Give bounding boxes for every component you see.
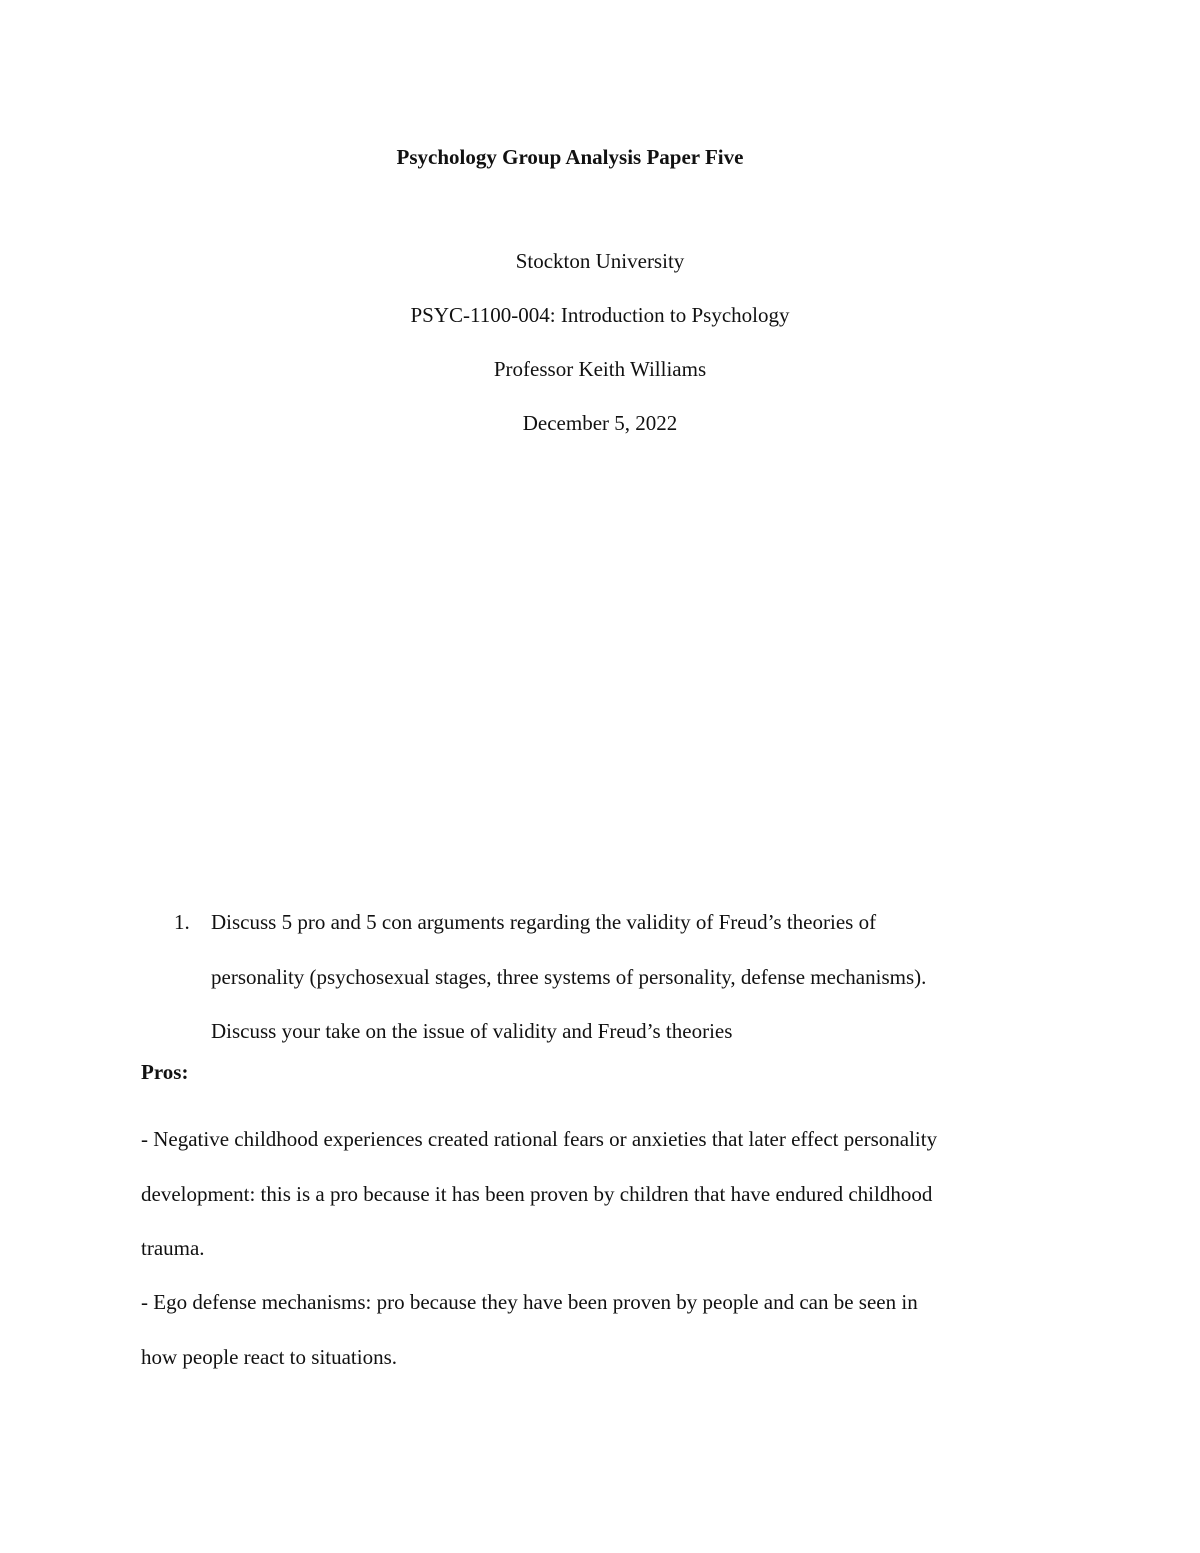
pros-heading: Pros: xyxy=(141,1060,189,1084)
pro-item-line: - Ego defense mechanisms: pro because they have been proven by people and can be seen in xyxy=(141,1290,918,1314)
pro-item-line: how people react to situations. xyxy=(141,1344,398,1369)
pro-item-line: development: this is a pro because it has been proven by children that have endured childhood xyxy=(141,1181,933,1206)
title-block xyxy=(0,142,1140,172)
paper-title: Psychology Group Analysis Paper Five xyxy=(396,145,744,169)
pro-item-line: trauma. xyxy=(141,1236,205,1260)
paper-date: December 5, 2022 xyxy=(522,411,678,435)
question-line: Discuss your take on the issue of validity and Freud’s theories xyxy=(211,1019,733,1043)
pro-item xyxy=(141,1112,1061,1276)
question-line: Discuss 5 pro and 5 con arguments regarding the validity of Freud’s theories of xyxy=(211,910,877,934)
pro-item-line: - Negative childhood experiences created rational fears or anxieties that later effect personality xyxy=(141,1127,938,1151)
question-text xyxy=(211,895,1041,1059)
question-number: 1. xyxy=(174,910,190,934)
course-name: PSYC-1100-004: Introduction to Psychology xyxy=(410,303,790,327)
professor-name: Professor Keith Williams xyxy=(493,357,707,381)
question-line: personality (psychosexual stages, three systems of personality, defense mechanisms). xyxy=(211,964,927,989)
pro-item xyxy=(141,1275,1061,1384)
university-name: Stockton University xyxy=(515,249,685,273)
